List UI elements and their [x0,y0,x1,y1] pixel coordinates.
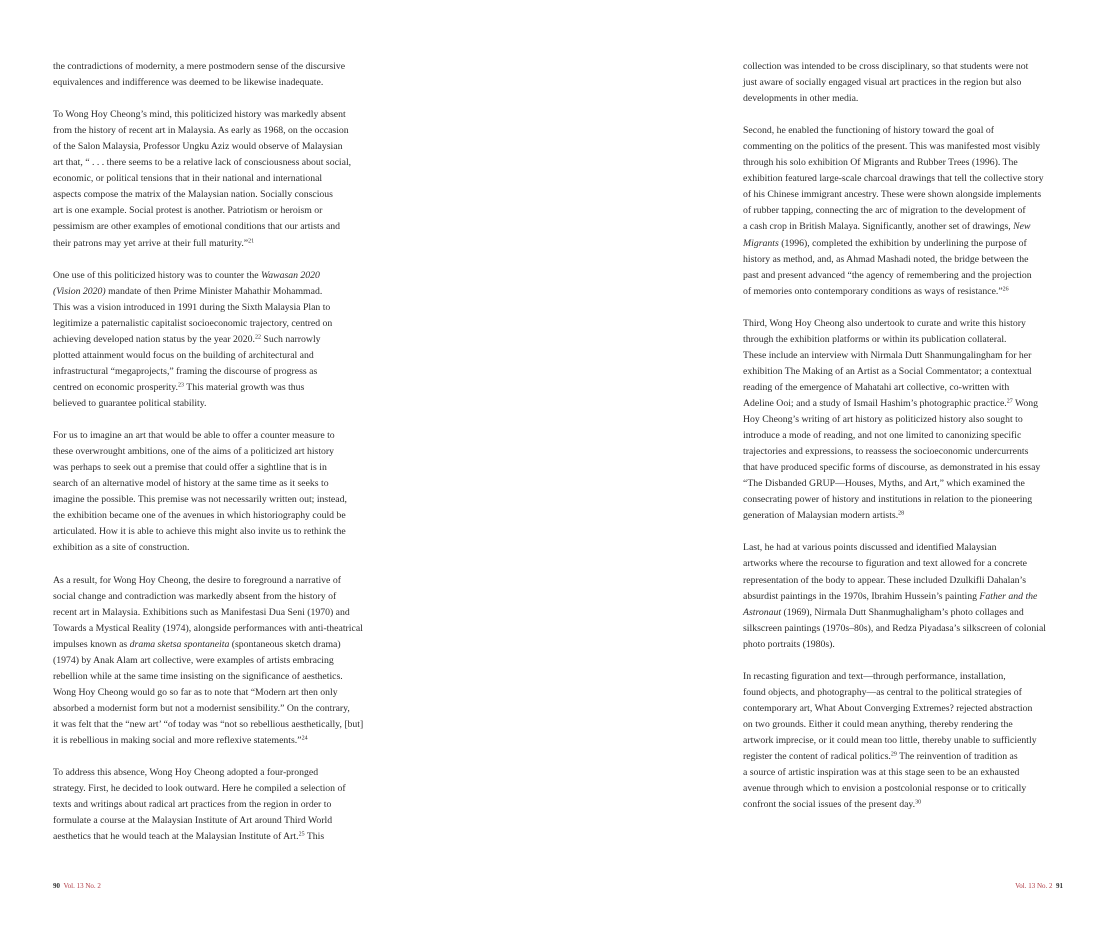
text-line: of rubber tapping, connecting the arc of migration to the development of [743,205,1026,217]
text-line: infrastructural “megaprojects,” framing the discourse of progress as [53,365,318,377]
text-line: avenue through which to envision a postcolonial response or to critically [743,783,1027,795]
text-line: equivalences and indifference was deemed to be likewise inadequate. [53,77,324,89]
text-line: silkscreen paintings (1970s–80s), and Redza Piyadasa’s silkscreen of colonial [743,622,1046,634]
text-line: pessimism are other examples of emotional conditions that our artists and [53,221,341,233]
text-line: a source of artistic inspiration was at this stage seen to be an exhausted [743,767,1020,779]
text-line: These include an interview with Nirmala Dutt Shanmungalingham for her [743,349,1032,361]
text-line: exhibition The Making of an Artist as a Social Commentator; a contextual [743,365,1032,377]
text-line: confront the social issues of the present day.$^{30}$ [743,799,922,811]
text-line: social change and contradiction was markedly absent from the history of [53,590,337,602]
text-line: photo portraits (1980s). [743,638,835,650]
text-line: This was a vision introduced in 1991 during the Sixth Malaysia Plan to [53,301,331,313]
text-line: To address this absence, Wong Hoy Cheong adopted a four-pronged [53,767,319,779]
text-line: (1974) by Anak Alam art collective, were examples of artists embracing [53,654,334,666]
text-line: exhibition as a site of construction. [53,542,190,554]
body-paragraph [53,765,373,845]
body-paragraph [53,268,373,412]
body-paragraph [743,540,1065,652]
text-line: legitimize a paternalistic capitalist socioeconomic trajectory, centred on [53,317,333,329]
body-paragraph [743,669,1065,813]
text-line: reading of the emergence of Mahatahi art collective, co-written with [743,381,1010,393]
text-line: art that, “ . . . there seems to be a relative lack of consciousness about social, [53,157,352,169]
text-line: through the exhibition platforms or within its publication collateral. [743,333,1007,345]
text-line: Adeline Ooi; and a study of Ismail Hashim’s photographic practice.$^{27}$ Wong [743,397,1039,409]
text-line: texts and writings about radical art practices from the region in order to [53,799,332,811]
body-paragraph [53,107,373,251]
text-line: representation of the body to appear. These included Dzulkifli Dahalan’s [743,574,1027,586]
page-number: 90 [53,882,60,890]
text-line: aspects compose the matrix of the Malaysian nation. Socially conscious [53,189,333,201]
text-line: of the Salon Malaysia, Professor Ungku Aziz would observe of Malaysian [53,141,343,153]
text-line: recent art in Malaysia. Exhibitions such as Manifestasi Dua Seni (1970) and [53,606,350,618]
text-line: strategy. First, he decided to look outward. Here he compiled a selection of [53,783,346,795]
text-line: rebellion while at the same time insisting on the significance of aesthetics. [53,670,343,682]
body-paragraph [743,123,1065,300]
text-line: Hoy Cheong’s writing of art history as politicized history also sought to [743,414,1023,426]
text-line: introduce a mode of reading, and not one limited to canonizing specific [743,430,1022,442]
text-line: a cash crop in British Malaya. Significantly, another set of drawings, New [743,221,1031,233]
text-line: artwork imprecise, or it could mean too little, thereby unable to sufficiently [743,734,1037,746]
text-line: economic, or political tensions that in their national and international [53,173,323,185]
text-line: In recasting figuration and text—through performance, installation, [743,670,1006,682]
text-line: impulses known as drama sketsa spontaneita (spontaneous sketch drama) [53,638,341,650]
page-number: 91 [1056,882,1063,890]
text-line: was perhaps to seek out a premise that could offer a sightline that is in [53,462,327,474]
text-line: of his Chinese immigrant ancestry. These were shown alongside implements [743,189,1042,201]
text-line: aesthetics that he would teach at the Malaysian Institute of Art.$^{25}$ This [53,831,325,843]
text-line: Wong Hoy Cheong would go so far as to note that “Modern art then only [53,686,338,698]
text-line: believed to guarantee political stability. [53,397,207,409]
text-line: Migrants (1996), completed the exhibition by underlining the purpose of [743,237,1027,249]
volume-label: Vol. 13 No. 2 [1015,882,1053,890]
text-line: their patrons may yet arrive at their full maturity.”$^{21}$ [53,237,255,249]
text-line: the exhibition became one of the avenues in which historiography could be [53,510,346,522]
text-line: To Wong Hoy Cheong’s mind, this politicized history was markedly absent [53,109,346,121]
body-paragraph [53,59,373,91]
text-line: developments in other media. [743,93,859,105]
text-line: Third, Wong Hoy Cheong also undertook to curate and write this history [743,317,1026,329]
text-line: articulated. How it is able to achieve this might also invite us to rethink the [53,526,346,538]
body-paragraph [743,59,1065,107]
text-line: One use of this politicized history was to counter the Wawasan 2020 [53,269,320,281]
text-line: exhibition featured large-scale charcoal drawings that tell the collective story [743,173,1044,185]
text-line: (Vision 2020) mandate of then Prime Minister Mahathir Mohammad. [53,285,323,297]
text-line: absurdist paintings in the 1970s, Ibrahim Hussein’s painting Father and the [743,590,1038,602]
body-paragraph [743,316,1065,525]
text-line: plotted attainment would focus on the building of architectural and [53,349,314,361]
text-line: commenting on the politics of the present. This was manifested most visibly [743,141,1041,153]
text-line: Second, he enabled the functioning of history toward the goal of [743,125,994,137]
text-line: consecrating power of history and institutions in relation to the pioneering [743,494,1033,506]
text-line: register the content of radical politics.$^{29}$ The reinvention of tradition as [743,751,1018,763]
text-line: absorbed a modernist form but not a modernist sensibility.” On the contrary, [53,702,350,714]
text-line: generation of Malaysian modern artists.$^{28}$ [743,510,905,522]
text-line: these overwrought ambitions, one of the aims of a politicized art history [53,446,335,458]
text-line: found objects, and photography—as central to the political strategies of [743,686,1022,698]
text-line: As a result, for Wong Hoy Cheong, the desire to foreground a narrative of [53,574,341,586]
right-page-body [743,59,1065,829]
text-line: “The Disbanded GRUP—Houses, Myths, and Art,” which examined the [743,478,1025,490]
text-line: art is one example. Social protest is another. Patriotism or heroism or [53,205,323,217]
text-line: that have produced specific forms of discourse, as demonstrated in his essay [743,462,1041,474]
text-line: artworks where the recourse to figuration and text allowed for a concrete [743,558,1027,570]
text-line: Astronaut (1969), Nirmala Dutt Shanmughaligham’s photo collages and [743,606,1024,618]
text-line: from the history of recent art in Malaysia. As early as 1968, on the occasion [53,125,349,137]
text-line: achieving developed nation status by the year 2020.22 Such narrowly [53,333,321,345]
text-line: of memories onto contemporary conditions as ways of resistance.”$^{26}$ [743,285,1009,297]
text-line: For us to imagine an art that would be able to offer a counter measure to [53,430,335,442]
body-paragraph [53,428,373,556]
text-line: through his solo exhibition Of Migrants and Rubber Trees (1996). The [743,157,1018,169]
text-line: history as method, and, as Ahmad Mashadi noted, the bridge between the [743,253,1029,265]
text-line: just aware of socially engaged visual art practices in the region but also [743,77,1022,89]
text-line: contemporary art, What About Converging Extremes? rejected abstraction [743,702,1033,714]
text-line: collection was intended to be cross disciplinary, so that students were not [743,61,1029,72]
text-line: it is rebellious in making social and more reflexive statements.”$^{24}$ [53,734,308,746]
text-line: it was felt that the “new art’ “of today was “not so rebellious aesthetically, [but] [53,718,364,730]
text-line: the contradictions of modernity, a mere postmodern sense of the discursive [53,61,346,72]
text-line: imagine the possible. This premise was not necessarily written out; instead, [53,494,347,506]
volume-label: Vol. 13 No. 2 [63,882,101,890]
right-page-footer [1015,881,1063,891]
text-line: centred on economic prosperity.$^{23}$ This material growth was thus [53,381,305,393]
left-page-footer [53,881,101,891]
body-paragraph [53,573,373,750]
text-line: Towards a Mystical Reality (1974), alongside performances with anti-theatrical [53,622,363,634]
left-page-body [53,59,373,861]
text-line: Last, he had at various points discussed and identified Malaysian [743,542,997,554]
text-line: past and present advanced “the agency of remembering and the projection [743,269,1032,281]
text-line: on two grounds. Either it could mean anything, thereby rendering the [743,718,1013,730]
text-line: search of an alternative model of history at the same time as it seeks to [53,478,329,490]
text-line: formulate a course at the Malaysian Institute of Art around Third World [53,815,333,827]
text-line: trajectories and expressions, to reassess the socioeconomic undercurrents [743,446,1029,458]
